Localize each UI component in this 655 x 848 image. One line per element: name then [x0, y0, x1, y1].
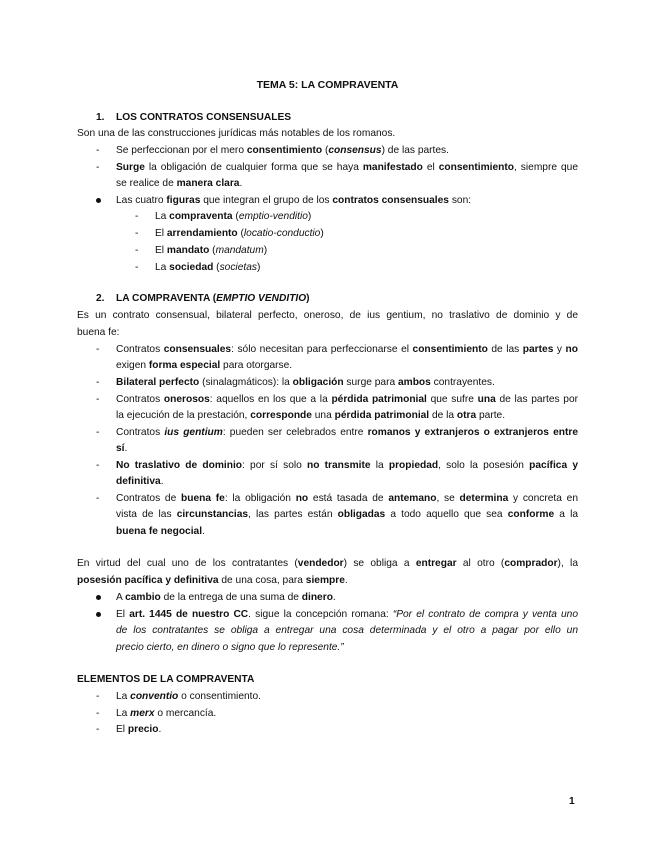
s2-item-3-line2: la ejecución de la prestación, corresponde una pérdida patrimonial de la otra parte. — [116, 410, 506, 421]
dash-marker: - — [96, 493, 100, 504]
s1-dash-1: Se perfeccionan por el mero consentimiento (consensus) de las partes. — [116, 145, 449, 156]
page-number: 1 — [569, 796, 575, 807]
section-2-intro-line2: buena fe: — [77, 327, 120, 338]
dash-marker: - — [96, 162, 100, 173]
section-2-heading: LA COMPRAVENTA (EMPTIO VENDITIO) — [116, 293, 310, 304]
s2-item-4-line2: sí. — [116, 443, 128, 454]
dash-marker: - — [96, 460, 100, 471]
dash-marker: - — [135, 262, 139, 273]
dash-marker: - — [96, 394, 100, 405]
section-1-heading: LOS CONTRATOS CONSENSUALES — [116, 112, 292, 123]
element-item-conventio: La conventio o consentimiento. — [116, 691, 261, 702]
s2-item-4-line1: Contratos ius gentium: pueden ser celebrados entre romanos y extranjeros o extranjeros entre — [116, 427, 578, 438]
s2-bullet-2-line3: precio cierto, en dinero o signo que lo represente.” — [116, 642, 344, 653]
s2-item-5-line1: No traslativo de dominio: por sí solo no transmite la propiedad, solo la posesión pacífica y — [116, 460, 578, 471]
dash-marker: - — [135, 245, 139, 256]
dash-marker: - — [135, 211, 139, 222]
s1-dash-2-line2: se realice de manera clara. — [116, 178, 243, 189]
s2-item-6-line2: vista de las circunstancias, las partes están obligadas a todo aquello que sea conforme a la — [116, 509, 578, 520]
figure-item-compraventa: La compraventa (emptio-venditio) — [155, 211, 312, 222]
dash-marker: - — [96, 708, 100, 719]
section-1-intro: Son una de las construcciones jurídicas más notables de los romanos. — [77, 128, 396, 139]
s2-item-2: Bilateral perfecto (sinalagmáticos): la obligación surge para ambos contrayentes. — [116, 377, 495, 388]
dash-marker: - — [96, 724, 100, 735]
figure-item-arrendamiento: El arrendamiento (locatio-conductio) — [155, 228, 324, 239]
s2-bullet-1: A cambio de la entrega de una suma de dinero. — [116, 592, 336, 603]
bullet-icon — [96, 595, 101, 600]
s2-item-5-line2: definitiva. — [116, 476, 164, 487]
s2-item-6-line3: buena fe negocial. — [116, 526, 205, 537]
element-item-precio: El precio. — [116, 724, 162, 735]
s1-bullet: Las cuatro figuras que integran el grupo de los contratos consensuales son: — [116, 195, 472, 206]
dash-marker: - — [96, 145, 100, 156]
s2-bullet-2-line2: de los contratantes se obliga a entregar una cosa determinada y el otro a pagar por ello un — [116, 625, 578, 636]
dash-marker: - — [96, 427, 100, 438]
section-2-number: 2. — [96, 293, 105, 304]
page-title: TEMA 5: LA COMPRAVENTA — [256, 79, 399, 91]
definition-line2: posesión pacífica y definitiva de una cosa, para siempre. — [77, 575, 348, 586]
s2-item-1-line2: exigen forma especial para otorgarse. — [116, 360, 293, 371]
s2-item-6-line1: Contratos de buena fe: la obligación no está tasada de antemano, se determina y concreta en — [116, 493, 578, 504]
dash-marker: - — [135, 228, 139, 239]
figure-item-sociedad: La sociedad (societas) — [155, 262, 261, 273]
section-2-intro-line1: Es un contrato consensual, bilateral perfecto, oneroso, de ius gentium, no traslativo de dominio y de — [77, 310, 578, 321]
s2-item-3-line1: Contratos onerosos: aquellos en los que a la pérdida patrimonial que sufre una de las partes por — [116, 394, 579, 405]
figure-item-mandato: El mandato (mandatum) — [155, 245, 268, 256]
elements-heading: ELEMENTOS DE LA COMPRAVENTA — [77, 674, 255, 685]
bullet-icon — [96, 198, 101, 203]
s1-dash-2-line1: Surge la obligación de cualquier forma que se haya manifestado el consentimiento, siempre que — [116, 162, 578, 173]
definition-line1: En virtud del cual uno de los contratantes (vendedor) se obliga a entregar al otro (comprador), la — [77, 558, 578, 569]
s2-bullet-2-line1: El art. 1445 de nuestro CC. sigue la concepción romana: “Por el contrato de compra y venta uno — [116, 609, 578, 620]
s2-item-1-line1: Contratos consensuales: sólo necesitan para perfeccionarse el consentimiento de las partes y no — [116, 344, 578, 355]
element-item-merx: La merx o mercancía. — [116, 708, 217, 719]
dash-marker: - — [96, 377, 100, 388]
dash-marker: - — [96, 691, 100, 702]
bullet-icon — [96, 612, 101, 617]
section-1-number: 1. — [96, 112, 105, 123]
dash-marker: - — [96, 344, 100, 355]
